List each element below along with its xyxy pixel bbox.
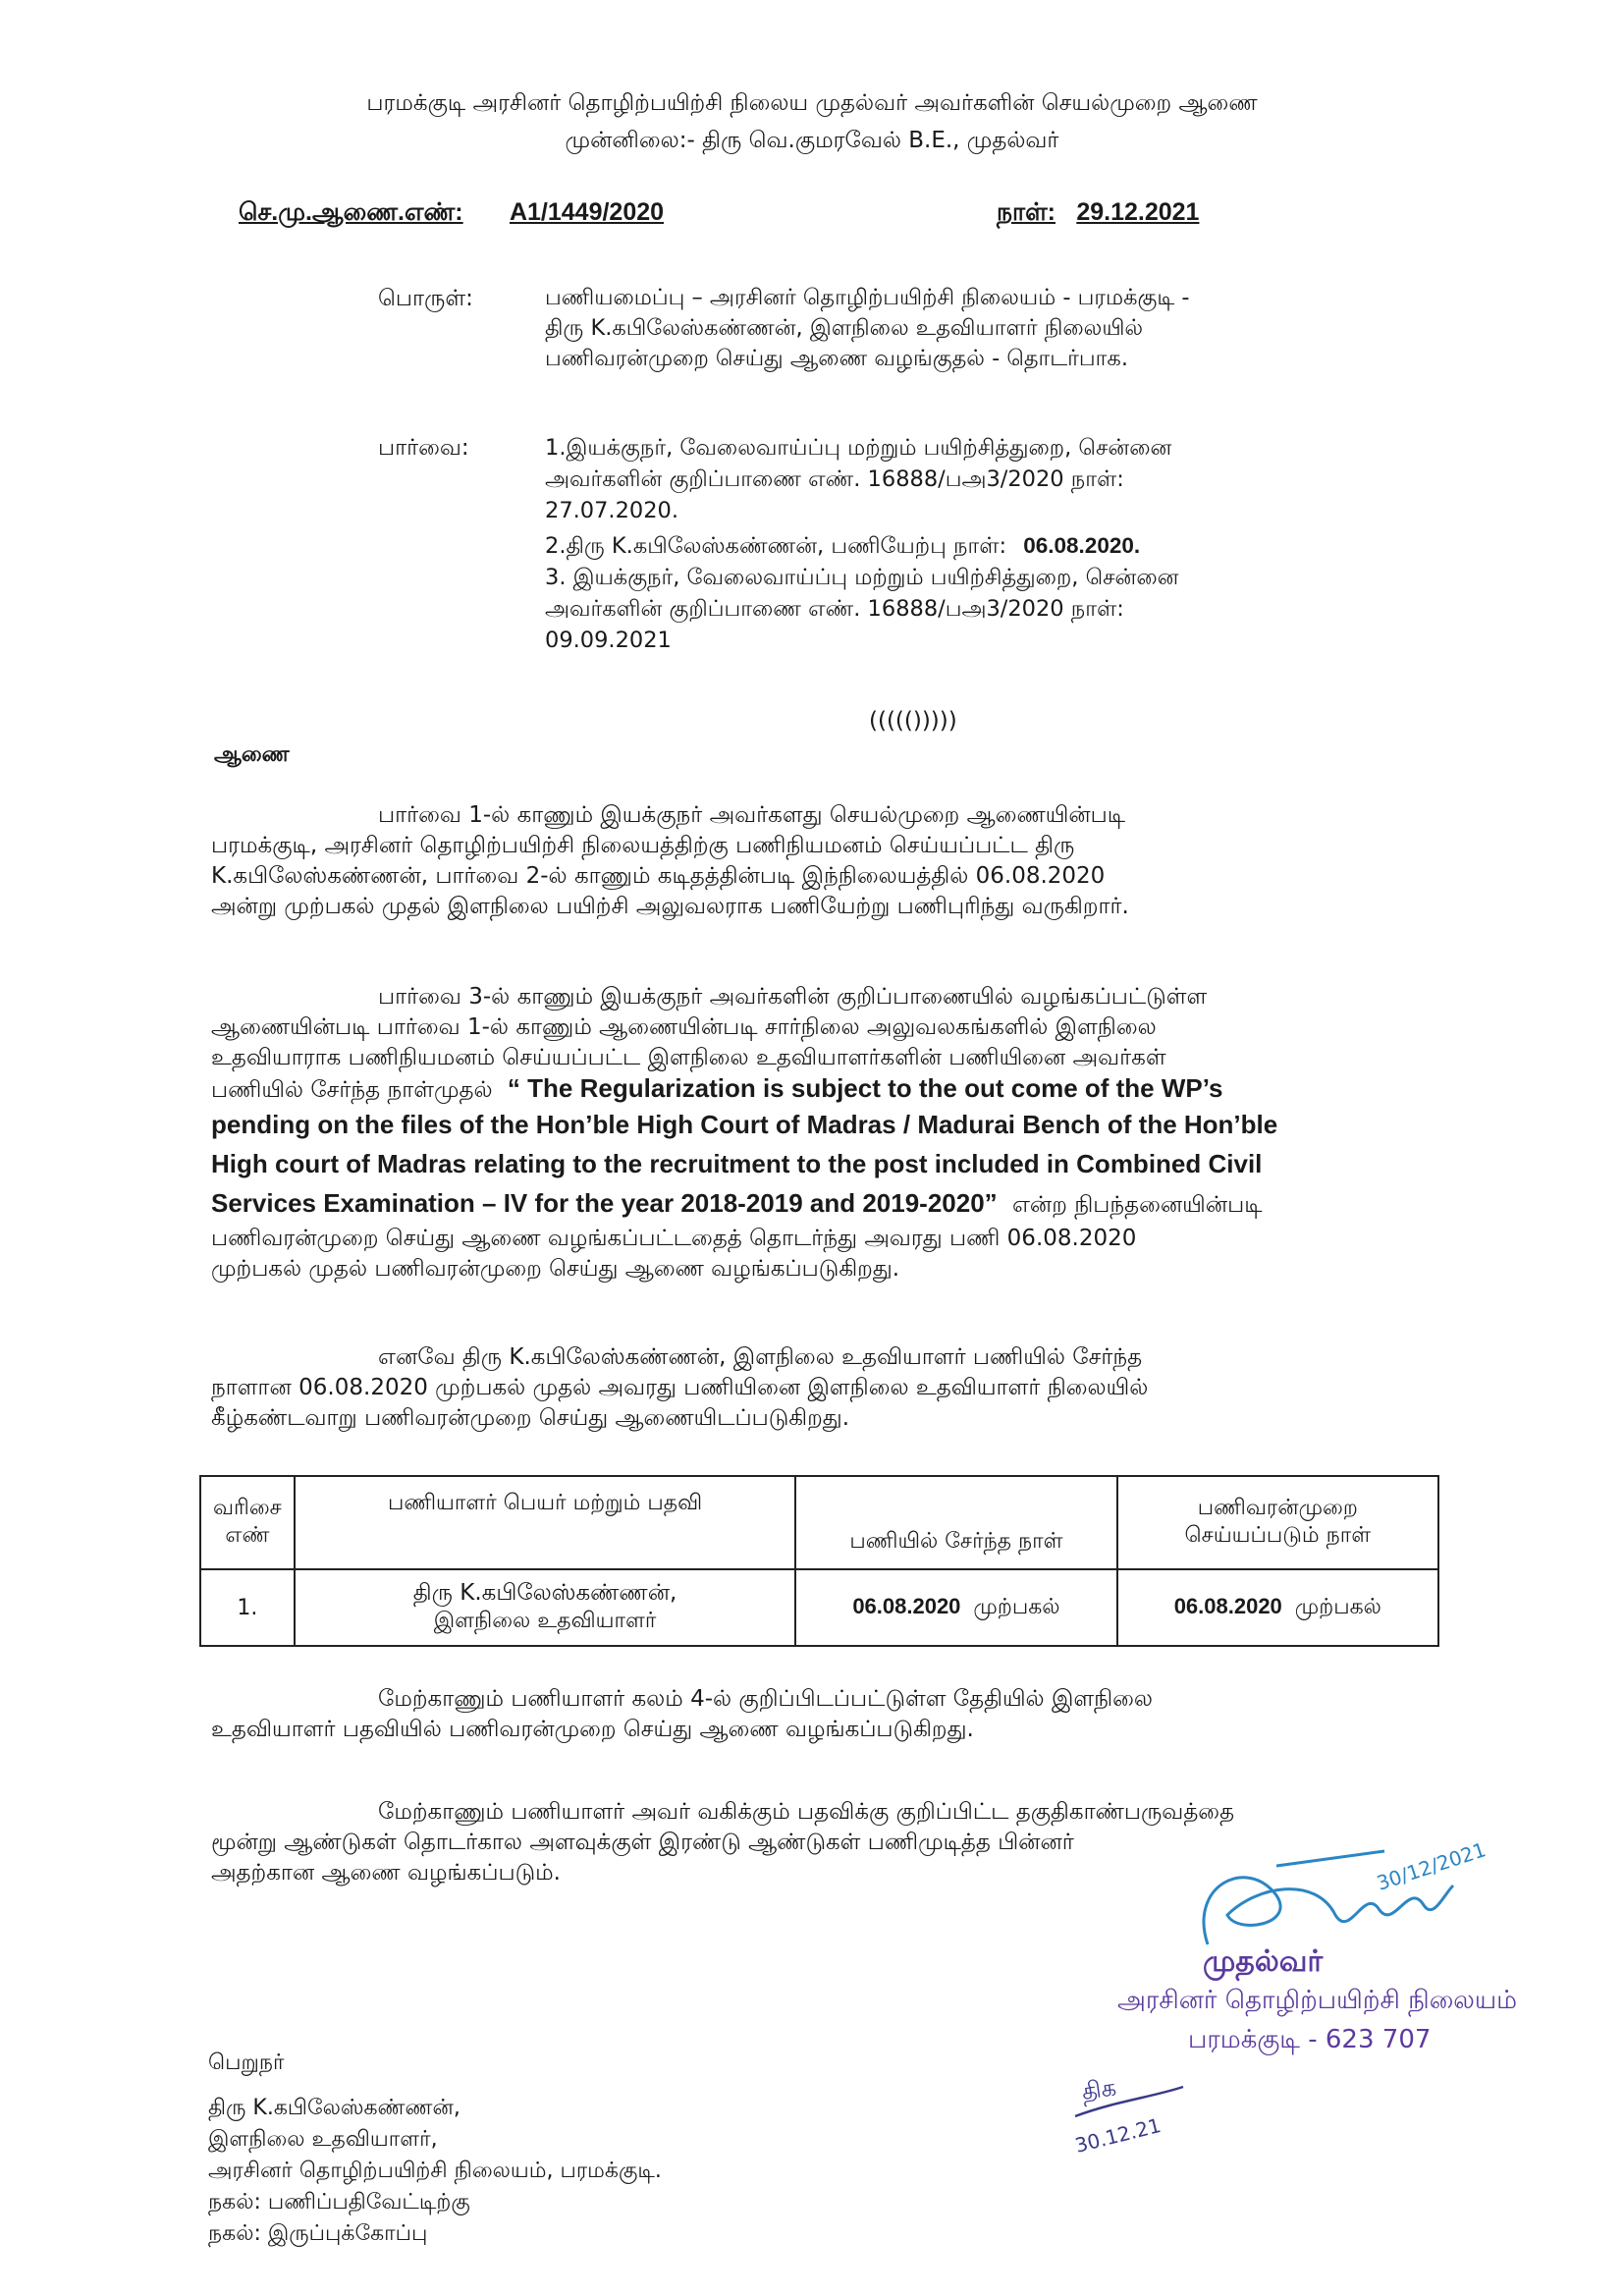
reference-2-date: 06.08.2020. (1023, 533, 1141, 558)
paragraph-2-line-1: பார்வை 3-ல் காணும் இயக்குநர் அவர்களின் குறிப்பாணையில் வழங்கப்பட்டுள்ள (378, 984, 1208, 1010)
signature-date: 30/12/2021 (1374, 1837, 1489, 1895)
paragraph-2-line-3: உதவியாராக பணிநியமனம் செய்யப்பட்ட இளநிலை உதவியாளர்களின் பணியினை அவர்கள் (211, 1045, 1166, 1070)
col-reg-date-header-l1: பணிவரன்முறை (1197, 1495, 1358, 1520)
regularization-quote-1: “ The Regularization is subject to the out come of the WP’s (507, 1073, 1223, 1103)
recipient-line-3: அரசினர் தொழிற்பயிற்சி நிலையம், பரமக்குடி. (208, 2159, 662, 2183)
paragraph-2-condition: என்ற நிபந்தனையின்படி (1011, 1192, 1263, 1218)
copy-line-1: நகல்: பணிப்பதிவேட்டிற்கு (208, 2190, 470, 2214)
row-employee-name: திரு K.கபிலேஸ்கண்ணன், (412, 1579, 677, 1606)
received-note: திக (1079, 2073, 1118, 2105)
order-number: A1/1449/2020 (509, 198, 665, 226)
paragraph-1-line-3: K.கபிலேஸ்கண்ணன், பார்வை 2-ல் காணும் கடிதத்தின்படி இந்நிலையத்தில் 06.08.2020 (211, 863, 1106, 889)
row-reg-date-value: 06.08.2020 (1173, 1593, 1282, 1618)
row-join-session: முற்பகல் (973, 1594, 1060, 1619)
col-join-date-header: பணியில் சேர்ந்த நாள் (795, 1476, 1116, 1569)
reference-3-line-3: 09.09.2021 (545, 628, 672, 653)
recipient-line-1: திரு K.கபிலேஸ்கண்ணன், (208, 2096, 460, 2120)
paragraph-5-line-3: அதற்கான ஆணை வழங்கப்படும். (211, 1860, 561, 1886)
reference-1-line-3: 27.07.2020. (545, 498, 678, 523)
reference-list (545, 432, 1409, 656)
paragraph-1-line-4: அன்று முற்பகல் முதல் இளநிலை பயிற்சி அலுவலராக பணியேற்று பணிபுரிந்து வருகிறார். (211, 894, 1129, 919)
copy-line-2: நகல்: இருப்புக்கோப்பு (208, 2221, 428, 2246)
paragraph-5-line-2: மூன்று ஆண்டுகள் தொடர்கால அளவுக்குள் இரண்டு ஆண்டுகள் பணிமுடித்த பின்னர் (211, 1830, 1074, 1855)
paragraph-2-line-10: முற்பகல் முதல் பணிவரன்முறை செய்து ஆணை வழங்கப்படுகிறது. (211, 1256, 900, 1282)
regularization-quote-3: High court of Madras relating to the recruitment to the post included in Combined Civil (211, 1149, 1263, 1178)
col-name-header: பணியாளர் பெயர் மற்றும் பதவி (295, 1476, 795, 1569)
stamp-institute: அரசினர் தொழிற்பயிற்சி நிலையம் (1117, 1986, 1518, 2015)
order-number-label: செ.மு.ஆணை.எண்: (239, 198, 463, 226)
header-line-2: முன்னிலை:- திரு வெ.குமரவேல் B.E., முதல்வர் (565, 128, 1059, 153)
paragraph-1-line-1: பார்வை 1-ல் காணும் இயக்குநர் அவர்களது செயல்முறை ஆணையின்படி (378, 802, 1126, 828)
table-header-row (200, 1476, 1438, 1569)
reference-3-line-1: 3. இயக்குநர், வேலைவாய்ப்பு மற்றும் பயிற்சித்துறை, சென்னை (545, 565, 1179, 590)
row-serial: 1. (200, 1569, 295, 1646)
row-reg-date (1117, 1569, 1438, 1646)
order-date: 29.12.2021 (1076, 198, 1200, 226)
paragraph-5-line-1: மேற்காணும் பணியாளர் அவர் வகிக்கும் பதவிக்கு குறிப்பிட்ட தகுதிகாண்பருவத்தை (378, 1799, 1235, 1825)
paragraph-2-line-4 (211, 1073, 1414, 1106)
subject-line-1: பணியமைப்பு – அரசினர் தொழிற்பயிற்சி நிலையம் - பரமக்குடி - (545, 285, 1190, 310)
paragraph-1-line-2: பரமக்குடி, அரசினர் தொழிற்பயிற்சி நிலையத்திற்கு பணிநியமனம் செய்யப்பட்ட திரு (211, 833, 1075, 858)
paragraph-3-line-1: எனவே திரு K.கபிலேஸ்கண்ணன், இளநிலை உதவியாளர் பணியில் சேர்ந்த (378, 1344, 1143, 1370)
paragraph-4 (211, 1684, 1414, 1745)
subject-text (545, 283, 1409, 374)
col-reg-date-header-l2: செய்யப்படும் நாள் (1184, 1522, 1372, 1548)
reference-2 (545, 530, 1409, 562)
paragraph-2-line-2: ஆணையின்படி பார்வை 1-ல் காணும் ஆணையின்படி சார்நிலை அலுவலகங்களில் இளநிலை (211, 1014, 1157, 1040)
paragraph-2-tamil-lead: பணியில் சேர்ந்த நாள்முதல் (211, 1077, 493, 1103)
row-join-date (795, 1569, 1116, 1646)
reference-label: பார்வை: (378, 435, 469, 461)
col-serial-header (200, 1476, 295, 1569)
table-row (200, 1569, 1438, 1646)
stamp-place: பரமக்குடி - 623 707 (1188, 2025, 1432, 2054)
row-employee-post: இளநிலை உதவியாளர் (433, 1608, 657, 1633)
paragraph-2-line-8 (211, 1184, 1414, 1224)
reference-2-text: 2.திரு K.கபிலேஸ்கண்ணன், பணியேற்பு நாள்: (545, 533, 1007, 559)
regularization-table (199, 1475, 1439, 1647)
header-line-1: பரமக்குடி அரசினர் தொழிற்பயிற்சி நிலைய முதல்வர் அவர்களின் செயல்முறை ஆணை (366, 90, 1258, 116)
paragraph-3-line-2: நாளான 06.08.2020 முற்பகல் முதல் அவரது பணியினை இளநிலை உதவியாளர் நிலையில் (211, 1375, 1149, 1400)
received-date: 30.12.21 (1072, 2113, 1164, 2158)
recipient-label: பெறுநர் (208, 2050, 285, 2075)
col-serial-header-l1: வரிசை (212, 1495, 282, 1520)
reference-1-line-1: 1.இயக்குநர், வேலைவாய்ப்பு மற்றும் பயிற்சித்துறை, சென்னை (545, 435, 1172, 461)
recipient-block (208, 2048, 1092, 2250)
paragraph-2 (211, 982, 1414, 1285)
subject-line-2: திரு K.கபிலேஸ்கண்ணன், இளநிலை உதவியாளர் நிலையில் (545, 315, 1144, 341)
row-join-date-value: 06.08.2020 (852, 1593, 961, 1618)
recipient-line-2: இளநிலை உதவியாளர், (208, 2127, 438, 2152)
stamp-designation: முதல்வர் (1203, 1944, 1324, 1979)
row-employee (295, 1569, 795, 1646)
separator: ((((())))) (869, 708, 957, 734)
col-serial-header-l2: எண் (225, 1522, 270, 1548)
paragraph-2-line-9: பணிவரன்முறை செய்து ஆணை வழங்கப்பட்டதைத் தொடர்ந்து அவரது பணி 06.08.2020 (211, 1226, 1137, 1251)
order-number-row (239, 196, 664, 229)
order-heading: ஆணை (214, 741, 290, 766)
reference-1-line-2: அவர்களின் குறிப்பாணை எண். 16888/பஅ3/2020 நாள்: (545, 466, 1124, 492)
paragraph-1 (211, 800, 1414, 922)
reference-3-line-2: அவர்களின் குறிப்பாணை எண். 16888/பஅ3/2020 நாள்: (545, 596, 1124, 622)
paragraph-3-line-3: கீழ்கண்டவாறு பணிவரன்முறை செய்து ஆணையிடப்படுகிறது. (211, 1405, 850, 1431)
paragraph-3 (211, 1342, 1414, 1434)
subject-label: பொருள்: (378, 286, 473, 311)
regularization-quote-2: pending on the files of the Hon’ble High Court of Madras / Madurai Bench of the Hon’ble (211, 1110, 1278, 1139)
order-date-label: நாள்: (997, 198, 1056, 226)
paragraph-4-line-1: மேற்காணும் பணியாளர் கலம் 4-ல் குறிப்பிடப்பட்டுள்ள தேதியில் இளநிலை (378, 1686, 1153, 1712)
order-date-row (997, 196, 1199, 229)
subject-line-3: பணிவரன்முறை செய்து ஆணை வழங்குதல் - தொடர்பாக. (545, 346, 1128, 371)
regularization-quote-4: Services Examination – IV for the year 2018-2019 and 2019-2020” (211, 1188, 998, 1218)
row-reg-session: முற்பகல் (1294, 1594, 1381, 1619)
paragraph-4-line-2: உதவியாளர் பதவியில் பணிவரன்முறை செய்து ஆணை வழங்கப்படுகிறது. (211, 1717, 974, 1742)
col-reg-date-header (1117, 1476, 1438, 1569)
